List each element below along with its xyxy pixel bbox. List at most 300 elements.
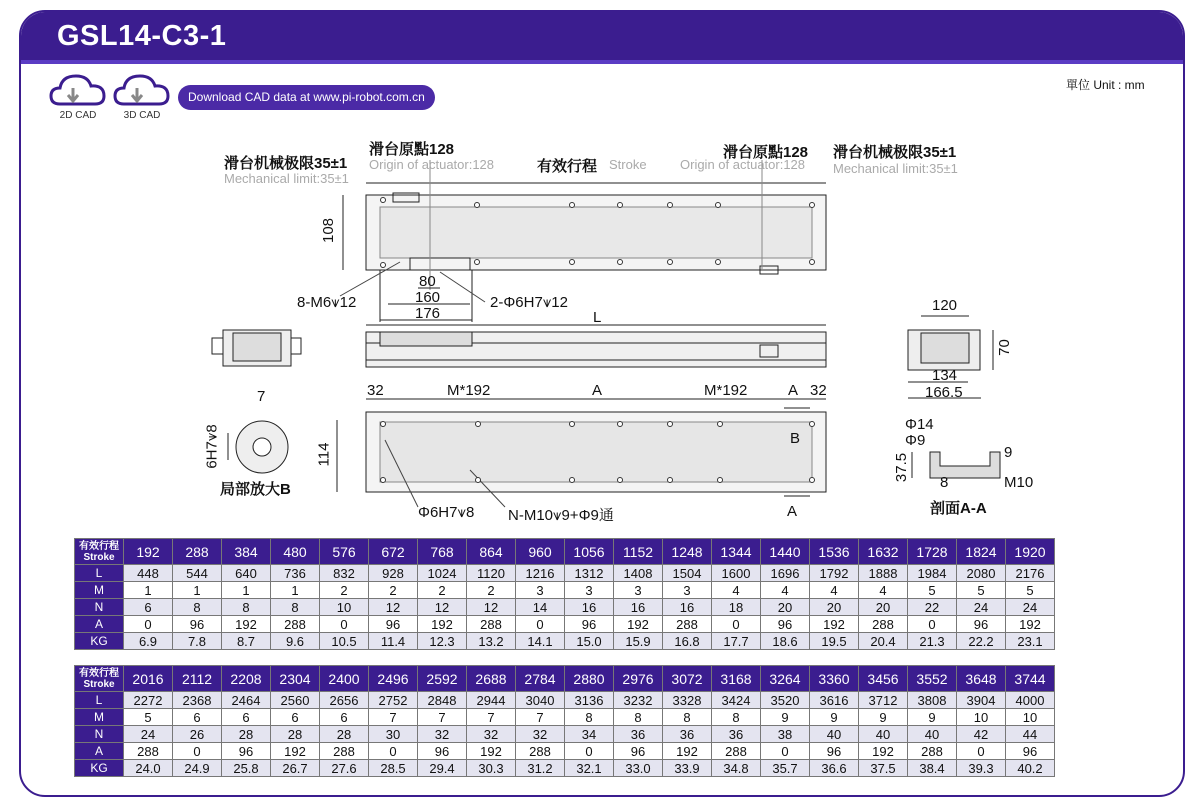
- table-cell: 10: [957, 709, 1006, 726]
- table-cell: 4: [761, 582, 810, 599]
- table-cell: 2: [418, 582, 467, 599]
- table-cell: 2368: [173, 692, 222, 709]
- origin-right-cn: 滑台原點128: [723, 144, 809, 161]
- stroke-cell: 1344: [712, 539, 761, 565]
- table-cell: 32.1: [565, 760, 614, 777]
- stroke-cell: 192: [124, 539, 173, 565]
- table-cell: 33.0: [614, 760, 663, 777]
- table-cell: 1504: [663, 565, 712, 582]
- table-cell: 8: [173, 599, 222, 616]
- table-cell: 20: [810, 599, 859, 616]
- table-cell: 96: [173, 616, 222, 633]
- table-cell: 4: [810, 582, 859, 599]
- table-cell: 8: [271, 599, 320, 616]
- table-cell: 288: [516, 743, 565, 760]
- table-cell: 22: [908, 599, 957, 616]
- table-cell: 19.5: [810, 633, 859, 650]
- stroke-cell: 2304: [271, 666, 320, 692]
- table-cell: 7.8: [173, 633, 222, 650]
- table-cell: 11.4: [369, 633, 418, 650]
- table-cell: 6: [271, 709, 320, 726]
- table-cell: 288: [908, 743, 957, 760]
- table-cell: 2464: [222, 692, 271, 709]
- stroke-cell: 1440: [761, 539, 810, 565]
- table-cell: 8: [712, 709, 761, 726]
- table-cell: 544: [173, 565, 222, 582]
- table-cell: 14.1: [516, 633, 565, 650]
- table-cell: 37.5: [859, 760, 908, 777]
- row-header: A: [75, 743, 124, 760]
- table-cell: 28: [222, 726, 271, 743]
- stroke-header-cn: 有效行程: [79, 540, 119, 552]
- stroke-header-cell: [75, 666, 124, 692]
- table-cell: 16.8: [663, 633, 712, 650]
- dim-166-5: 166.5: [925, 384, 963, 401]
- table-cell: 20.4: [859, 633, 908, 650]
- m192-left: M*192: [447, 382, 491, 399]
- table-cell: 8: [663, 709, 712, 726]
- stroke-cell: 1920: [1006, 539, 1055, 565]
- table-cell: 0: [320, 616, 369, 633]
- table-cell: 5: [908, 582, 957, 599]
- table-cell: 21.3: [908, 633, 957, 650]
- table-cell: 3520: [761, 692, 810, 709]
- stroke-header-en: Stroke: [83, 551, 115, 563]
- stroke-cell: 576: [320, 539, 369, 565]
- table-cell: 29.4: [418, 760, 467, 777]
- table-cell: 192: [810, 616, 859, 633]
- n-m10-label: N-M10⩛9+Φ9通: [508, 507, 614, 524]
- stroke-cell: 3072: [663, 666, 712, 692]
- table-cell: 0: [173, 743, 222, 760]
- dim-70: 70: [995, 339, 1013, 356]
- table-cell: 7: [516, 709, 565, 726]
- row-header: L: [75, 692, 124, 709]
- row-header: N: [75, 726, 124, 743]
- table-cell: 7: [369, 709, 418, 726]
- stroke-cell: 864: [467, 539, 516, 565]
- table-cell: 8: [614, 709, 663, 726]
- table-cell: 1696: [761, 565, 810, 582]
- phi14-label: Φ14: [905, 416, 934, 433]
- stroke-cell: 2880: [565, 666, 614, 692]
- table-cell: 640: [222, 565, 271, 582]
- table-cell: 36: [614, 726, 663, 743]
- table-cell: 14: [516, 599, 565, 616]
- table-cell: 38.4: [908, 760, 957, 777]
- stroke-cell: 2400: [320, 666, 369, 692]
- a-section-mark: A: [787, 503, 798, 520]
- phi6-label: Φ6H7⩛8: [418, 504, 475, 521]
- stroke-cell: 2016: [124, 666, 173, 692]
- table-cell: 3424: [712, 692, 761, 709]
- table-cell: 96: [369, 616, 418, 633]
- dim-120: 120: [932, 297, 958, 314]
- stroke-cell: 288: [173, 539, 222, 565]
- table-cell: 27.6: [320, 760, 369, 777]
- table-cell: 448: [124, 565, 173, 582]
- table-cell: 32: [418, 726, 467, 743]
- stroke-cell: 960: [516, 539, 565, 565]
- table-cell: 96: [565, 616, 614, 633]
- table-cell: 288: [467, 616, 516, 633]
- dim-176: 176: [415, 305, 441, 322]
- table-cell: 2752: [369, 692, 418, 709]
- table-cell: 6.9: [124, 633, 173, 650]
- table-cell: 16: [614, 599, 663, 616]
- dim-32-right: 32: [810, 382, 827, 399]
- table-cell: 832: [320, 565, 369, 582]
- table-cell: 1120: [467, 565, 516, 582]
- table-cell: 96: [761, 616, 810, 633]
- row-header: KG: [75, 633, 124, 650]
- table-cell: 35.7: [761, 760, 810, 777]
- table-cell: 288: [859, 616, 908, 633]
- table-cell: 20: [859, 599, 908, 616]
- table-cell: 1312: [565, 565, 614, 582]
- table-cell: 20: [761, 599, 810, 616]
- stroke-cell: 1536: [810, 539, 859, 565]
- table-cell: 96: [810, 743, 859, 760]
- stroke-cell: 480: [271, 539, 320, 565]
- table-cell: 0: [124, 616, 173, 633]
- mech-limit-right-cn: 滑台机械极限35±1: [833, 144, 957, 161]
- table-cell: 3: [663, 582, 712, 599]
- table-cell: 24.9: [173, 760, 222, 777]
- table-cell: 1: [222, 582, 271, 599]
- table-cell: 96: [418, 743, 467, 760]
- table-cell: 40: [810, 726, 859, 743]
- row-header: M: [75, 709, 124, 726]
- table-cell: 928: [369, 565, 418, 582]
- table-cell: 192: [859, 743, 908, 760]
- dim-L: L: [593, 309, 602, 326]
- stroke-cell: 1728: [908, 539, 957, 565]
- table-cell: 4: [859, 582, 908, 599]
- table-cell: 10.5: [320, 633, 369, 650]
- stroke-cell: 2976: [614, 666, 663, 692]
- pin-hole-label: 2-Φ6H7⩛12: [490, 294, 568, 311]
- table-cell: 24: [957, 599, 1006, 616]
- table-cell: 17.7: [712, 633, 761, 650]
- h7-label: 6H7⩛8: [203, 424, 221, 469]
- table-cell: 192: [1006, 616, 1055, 633]
- table-cell: 26.7: [271, 760, 320, 777]
- dim-7: 7: [257, 388, 266, 405]
- table-cell: 0: [369, 743, 418, 760]
- row-header: KG: [75, 760, 124, 777]
- stroke-cell: 2784: [516, 666, 565, 692]
- table-cell: 192: [663, 743, 712, 760]
- table-cell: 32: [516, 726, 565, 743]
- table-cell: 9.6: [271, 633, 320, 650]
- table-cell: 38: [761, 726, 810, 743]
- stroke-label-en: Stroke: [609, 157, 647, 172]
- table-cell: 0: [712, 616, 761, 633]
- table-cell: 3040: [516, 692, 565, 709]
- dim-160: 160: [415, 289, 441, 306]
- origin-left-cn: 滑台原點128: [369, 141, 455, 158]
- table-cell: 36: [712, 726, 761, 743]
- table-cell: 96: [957, 616, 1006, 633]
- dim-A-right: A: [788, 382, 799, 399]
- table-cell: 18.6: [761, 633, 810, 650]
- table-cell: 40: [908, 726, 957, 743]
- mech-limit-left-cn: 滑台机械极限35±1: [224, 155, 348, 172]
- table-row: [75, 743, 1055, 760]
- table-cell: 192: [614, 616, 663, 633]
- table-cell: 3: [614, 582, 663, 599]
- table-cell: 1600: [712, 565, 761, 582]
- table-cell: 18: [712, 599, 761, 616]
- units-label: 單位 Unit : mm: [1066, 78, 1145, 92]
- dim-32-left: 32: [367, 382, 384, 399]
- stroke-header-cell: [75, 539, 124, 565]
- table-cell: 23.1: [1006, 633, 1055, 650]
- spec-table-1: [74, 538, 1055, 650]
- stroke-header-en: Stroke: [83, 678, 115, 690]
- stroke-cell: 3168: [712, 666, 761, 692]
- m10-label: M10: [1004, 474, 1034, 491]
- dim-9: 9: [1004, 444, 1013, 461]
- stroke-cell: 3456: [859, 666, 908, 692]
- table-cell: 1024: [418, 565, 467, 582]
- table-cell: 192: [222, 616, 271, 633]
- phi9-label: Φ9: [905, 432, 926, 449]
- table-cell: 16: [565, 599, 614, 616]
- table-cell: 0: [957, 743, 1006, 760]
- table-cell: 5: [124, 709, 173, 726]
- table-cell: 288: [712, 743, 761, 760]
- stroke-cell: 1248: [663, 539, 712, 565]
- b-mark: B: [790, 430, 801, 447]
- table-cell: 2944: [467, 692, 516, 709]
- table-cell: 1984: [908, 565, 957, 582]
- page-title: GSL14-C3-1: [57, 20, 227, 52]
- table-cell: 26: [173, 726, 222, 743]
- stroke-cell: 1152: [614, 539, 663, 565]
- table-cell: 40: [859, 726, 908, 743]
- m192-right: M*192: [704, 382, 748, 399]
- table-cell: 7: [418, 709, 467, 726]
- table-cell: 15.9: [614, 633, 663, 650]
- stroke-cell: 3648: [957, 666, 1006, 692]
- table-cell: 1216: [516, 565, 565, 582]
- table-cell: 15.0: [565, 633, 614, 650]
- dim-80: 80: [419, 273, 436, 290]
- table-cell: 25.8: [222, 760, 271, 777]
- table-cell: 2560: [271, 692, 320, 709]
- table-cell: 8: [565, 709, 614, 726]
- table-cell: 3328: [663, 692, 712, 709]
- stroke-cell: 2592: [418, 666, 467, 692]
- table-cell: 8.7: [222, 633, 271, 650]
- dim-134: 134: [932, 367, 958, 384]
- table-cell: 0: [516, 616, 565, 633]
- table-cell: 32: [467, 726, 516, 743]
- table-cell: 28: [271, 726, 320, 743]
- table-cell: 3904: [957, 692, 1006, 709]
- table-cell: 24.0: [124, 760, 173, 777]
- stroke-cell: 2208: [222, 666, 271, 692]
- origin-right-en: Origin of actuator:128: [680, 157, 806, 172]
- table-cell: 5: [1006, 582, 1055, 599]
- stroke-cell: 3744: [1006, 666, 1055, 692]
- table-cell: 1: [124, 582, 173, 599]
- table-cell: 96: [1006, 743, 1055, 760]
- stroke-cell: 1632: [859, 539, 908, 565]
- download-cad-link[interactable]: Download CAD data at www.pi-robot.com.cn: [178, 85, 435, 110]
- table-cell: 9: [810, 709, 859, 726]
- table-cell: 3712: [859, 692, 908, 709]
- table-cell: 288: [271, 616, 320, 633]
- table-row: [75, 616, 1055, 633]
- dim-108: 108: [320, 217, 338, 244]
- table-cell: 96: [222, 743, 271, 760]
- mech-limit-right-en: Mechanical limit:35±1: [833, 161, 958, 176]
- stroke-label-cn: 有效行程: [537, 158, 598, 175]
- table-cell: 2080: [957, 565, 1006, 582]
- table-cell: 2656: [320, 692, 369, 709]
- table-cell: 1: [271, 582, 320, 599]
- table-cell: 1792: [810, 565, 859, 582]
- stroke-header-cn: 有效行程: [79, 667, 119, 679]
- stroke-cell: 3552: [908, 666, 957, 692]
- table-cell: 1408: [614, 565, 663, 582]
- table-header-row: [75, 666, 1055, 692]
- table-row: [75, 726, 1055, 743]
- table-cell: 288: [663, 616, 712, 633]
- table-cell: 40.2: [1006, 760, 1055, 777]
- table-cell: 3232: [614, 692, 663, 709]
- table-row: [75, 565, 1055, 582]
- table-cell: 1888: [859, 565, 908, 582]
- mech-limit-left-en: Mechanical limit:35±1: [224, 171, 349, 186]
- table-cell: 12.3: [418, 633, 467, 650]
- table-cell: 3616: [810, 692, 859, 709]
- table-cell: 42: [957, 726, 1006, 743]
- table-cell: 96: [614, 743, 663, 760]
- table-cell: 6: [222, 709, 271, 726]
- table-cell: 28: [320, 726, 369, 743]
- stroke-cell: 1056: [565, 539, 614, 565]
- detail-b-label: 局部放大B: [220, 481, 291, 498]
- row-header: L: [75, 565, 124, 582]
- table-cell: 36.6: [810, 760, 859, 777]
- table-row: [75, 599, 1055, 616]
- origin-left-en: Origin of actuator:128: [369, 157, 495, 172]
- table-cell: 2176: [1006, 565, 1055, 582]
- table-cell: 12: [369, 599, 418, 616]
- table-row: [75, 692, 1055, 709]
- table-cell: 2: [320, 582, 369, 599]
- stroke-cell: 2496: [369, 666, 418, 692]
- table-cell: 0: [908, 616, 957, 633]
- cad-2d-label: 2D CAD: [59, 110, 97, 121]
- table-cell: 9: [908, 709, 957, 726]
- table-cell: 34: [565, 726, 614, 743]
- table-cell: 12: [467, 599, 516, 616]
- table-cell: 736: [271, 565, 320, 582]
- table-cell: 192: [271, 743, 320, 760]
- table-cell: 192: [467, 743, 516, 760]
- table-cell: 28.5: [369, 760, 418, 777]
- stroke-cell: 384: [222, 539, 271, 565]
- table-cell: 288: [320, 743, 369, 760]
- table-row: [75, 709, 1055, 726]
- table-cell: 34.8: [712, 760, 761, 777]
- table-cell: 3: [565, 582, 614, 599]
- table-cell: 4: [712, 582, 761, 599]
- dim-114: 114: [315, 442, 333, 467]
- table-cell: 39.3: [957, 760, 1006, 777]
- m6-thread-label: 8-M6⩛12: [297, 294, 357, 311]
- table-cell: 2: [467, 582, 516, 599]
- table-cell: 31.2: [516, 760, 565, 777]
- table-cell: 33.9: [663, 760, 712, 777]
- table-cell: 6: [124, 599, 173, 616]
- table-header-row: [75, 539, 1055, 565]
- table-cell: 24: [124, 726, 173, 743]
- dim-8: 8: [940, 474, 949, 491]
- stroke-cell: 1824: [957, 539, 1006, 565]
- table-row: [75, 582, 1055, 599]
- table-cell: 7: [467, 709, 516, 726]
- table-cell: 12: [418, 599, 467, 616]
- stroke-cell: 672: [369, 539, 418, 565]
- table-cell: 10: [320, 599, 369, 616]
- table-cell: 9: [761, 709, 810, 726]
- table-row: [75, 760, 1055, 777]
- table-cell: 30: [369, 726, 418, 743]
- table-cell: 30.3: [467, 760, 516, 777]
- stroke-cell: 3360: [810, 666, 859, 692]
- table-cell: 6: [320, 709, 369, 726]
- table-cell: 13.2: [467, 633, 516, 650]
- table-cell: 0: [565, 743, 614, 760]
- table-cell: 3136: [565, 692, 614, 709]
- table-cell: 2848: [418, 692, 467, 709]
- table-cell: 4000: [1006, 692, 1055, 709]
- row-header: N: [75, 599, 124, 616]
- table-cell: 2272: [124, 692, 173, 709]
- dim-37-5: 37.5: [893, 452, 911, 483]
- table-cell: 3: [516, 582, 565, 599]
- cad-3d-label: 3D CAD: [123, 110, 161, 121]
- spec-table-2: [74, 665, 1055, 777]
- table-cell: 288: [124, 743, 173, 760]
- table-cell: 22.2: [957, 633, 1006, 650]
- table-cell: 192: [418, 616, 467, 633]
- table-cell: 0: [761, 743, 810, 760]
- table-cell: 6: [173, 709, 222, 726]
- table-cell: 8: [222, 599, 271, 616]
- stroke-cell: 2688: [467, 666, 516, 692]
- table-cell: 16: [663, 599, 712, 616]
- table-cell: 44: [1006, 726, 1055, 743]
- table-cell: 3808: [908, 692, 957, 709]
- table-cell: 36: [663, 726, 712, 743]
- table-cell: 1: [173, 582, 222, 599]
- dim-A-left: A: [592, 382, 603, 399]
- stroke-cell: 2112: [173, 666, 222, 692]
- stroke-cell: 768: [418, 539, 467, 565]
- table-row: [75, 633, 1055, 650]
- stroke-cell: 3264: [761, 666, 810, 692]
- table-cell: 2: [369, 582, 418, 599]
- table-cell: 5: [957, 582, 1006, 599]
- row-header: A: [75, 616, 124, 633]
